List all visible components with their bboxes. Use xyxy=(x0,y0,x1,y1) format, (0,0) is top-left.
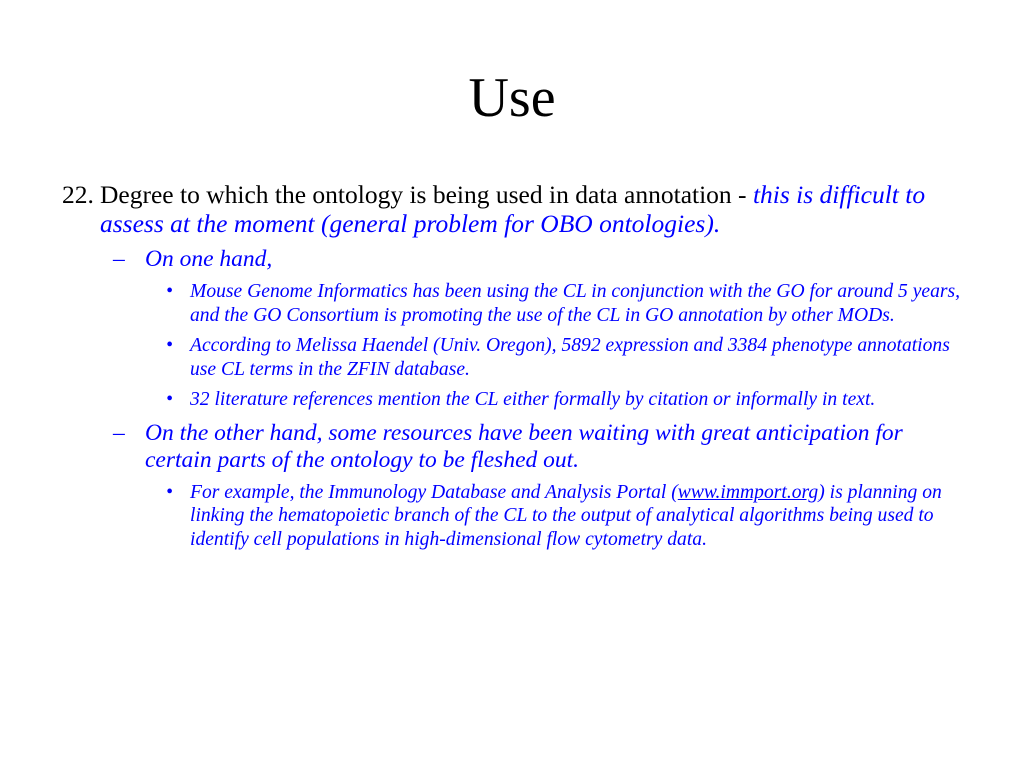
bullet-marker: • xyxy=(166,281,173,302)
item-lead-italic: this is difficult to assess at the moment (general problem for OBO ontologies). xyxy=(100,180,926,238)
bullet-text-after: ) is planning on linking the hematopoietic branch of the CL to the output of analytical algorithms being used to identify cell populations in high-dimensional flow cytometry data. xyxy=(190,481,942,550)
dash-marker: – xyxy=(113,246,125,272)
bullet-text: According to Melissa Haendel (Univ. Oregon), 5892 expression and 3384 phenotype annotations use CL terms in the ZFIN database. xyxy=(190,335,950,380)
bullet-text-before: For example, the Immunology Database and Analysis Portal ( xyxy=(190,481,678,503)
bullet-text: 32 literature references mention the CL either formally by citation or informally in text. xyxy=(190,389,876,410)
item-lead-text: Degree to which the ontology is being used in data annotation - xyxy=(100,180,753,209)
immport-link[interactable]: www.immport.org xyxy=(677,481,819,503)
bullet-marker: • xyxy=(166,335,173,356)
item-number: 22. xyxy=(62,180,94,209)
sub-point-text: On the other hand, some resources have been waiting with great anticipation for certain parts of the ontology to be fleshed out. xyxy=(145,419,903,473)
sub-point-text: On one hand, xyxy=(145,246,273,272)
bullet-literature xyxy=(62,388,967,412)
dash-marker: – xyxy=(113,419,125,446)
sub-point-one-hand xyxy=(62,246,967,273)
bullet-marker: • xyxy=(166,389,173,410)
slide-body xyxy=(62,181,967,551)
bullet-immport xyxy=(62,481,967,552)
bullet-zfin xyxy=(62,334,967,381)
bullet-mgi xyxy=(62,280,967,327)
bullet-marker: • xyxy=(166,481,173,503)
bullet-text: Mouse Genome Informatics has been using the CL in conjunction with the GO for around 5 years, and the GO Consortium is promoting the use of the CL in GO annotation by other MODs. xyxy=(190,281,961,326)
sub-point-other-hand xyxy=(62,420,967,474)
item-22 xyxy=(62,181,967,238)
slide-title: Use xyxy=(468,67,556,129)
